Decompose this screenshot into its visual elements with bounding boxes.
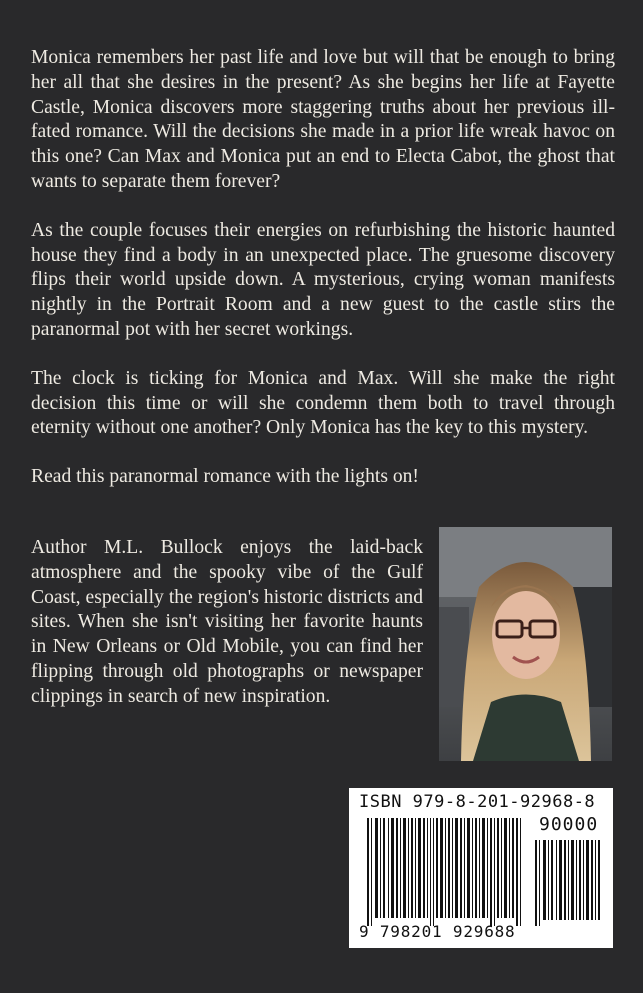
isbn-label: ISBN 979-8-201-92968-8 <box>359 792 596 812</box>
blurb-tagline: Read this paranormal romance with the lights on! <box>31 466 419 488</box>
author-bio: Author M.L. Bullock enjoys the laid-back atmosphere and the spooky vibe of the Gulf Coast, especially the region's historic districts and sites. When she isn't visiting her favorite haunts in New Orleans or Old Mobile, you can find her flipping through old photographs or newspaper clippings in search of new inspiration. <box>31 537 423 707</box>
author-portrait-illustration <box>439 527 612 761</box>
blurb-paragraph: As the couple focuses their energies on refurbishing the historic haunted house they find a body in an unexpected place. The gruesome discovery flips their world upside down. A mysterious, crying woman manifests nightly in the Portrait Room and a new guest to the castle stirs the paranormal pot with her secret workings. <box>31 219 615 340</box>
price-code: 90000 <box>539 814 599 835</box>
isbn-barcode <box>349 788 613 948</box>
author-photo <box>439 527 612 761</box>
ean-digits: 9 798201 929688 <box>359 922 516 941</box>
blurb-paragraph: The clock is ticking for Monica and Max. Will she make the right decision this time or will she condemn them both to travel through eternity without one another? Only Monica has the key to this mystery. <box>31 367 615 439</box>
book-blurb <box>31 46 615 490</box>
blurb-paragraph: Monica remembers her past life and love but will that be enough to bring her all that she desires in the present? As she begins her life at Fayette Castle, Monica discovers more staggering truths about her previous ill-fated romance. Will the decisions she made in a prior life wreak havoc on this one? Can Max and Monica put an end to Electa Cabot, the ghost that wants to separate them forever? <box>31 47 615 192</box>
